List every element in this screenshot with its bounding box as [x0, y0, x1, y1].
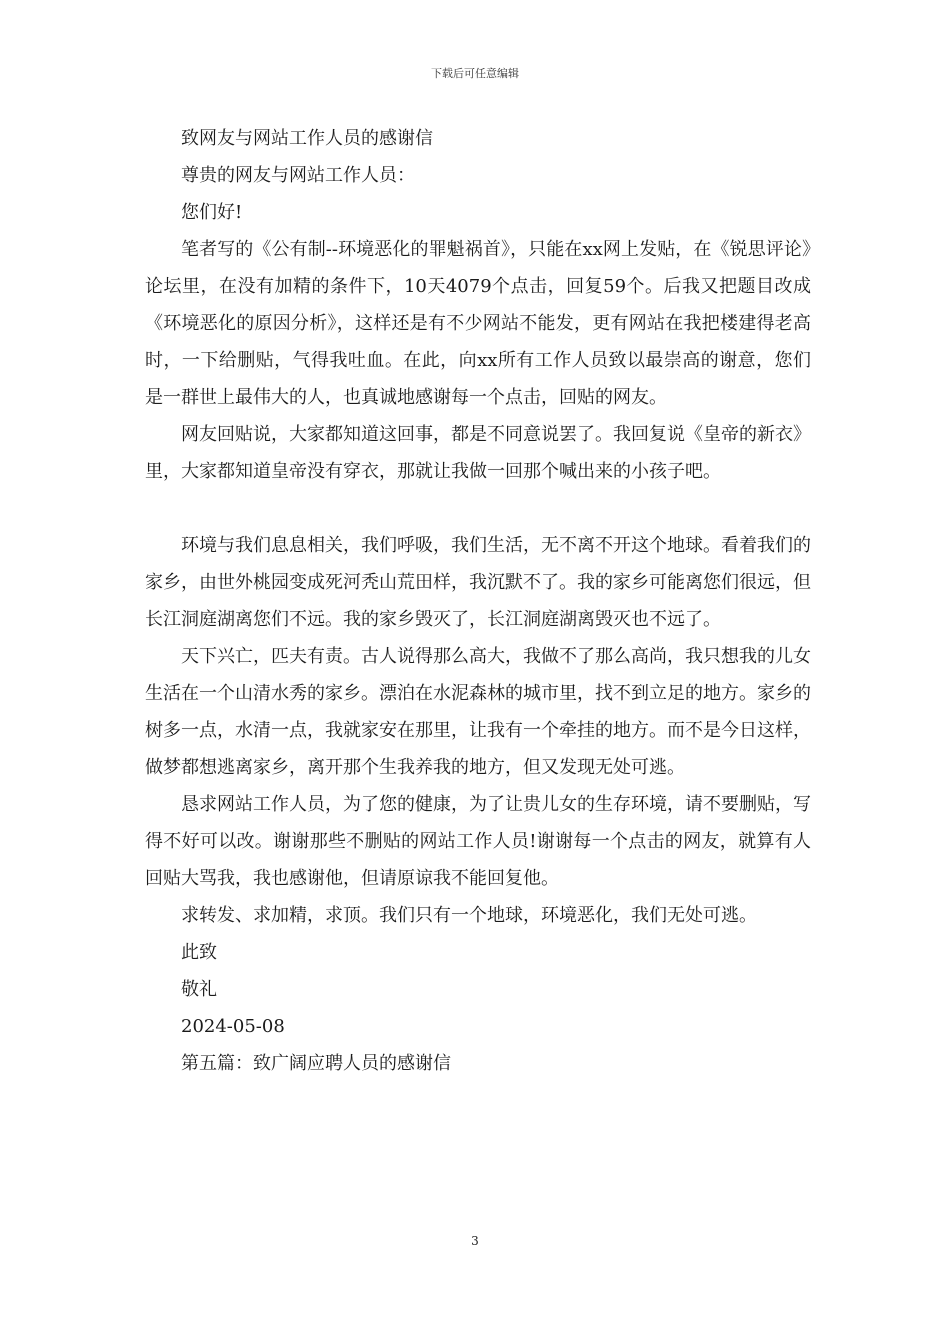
- letter-body: [145, 120, 811, 1082]
- letter-appeal: 求转发、求加精，求顶。我们只有一个地球，环境恶化，我们无处可逃。: [181, 905, 757, 926]
- letter-paragraph: 笔者写的《公有制--环境恶化的罪魁祸首》，只能在xx网上发贴，在《锐思评论》论坛里，在没有加精的条件下，10天4079个点击，回复59个。后我又把题目改成《环境恶化的原因分析》，这样还是有不少网站不能发，更有网站在我把楼建得老高时，一下给删贴，气得我吐血。在此，向xx所有工作人员致以最崇高的谢意，您们是一群世上最伟大的人，也真诚地感谢每一个点击，回贴的网友。: [145, 239, 811, 408]
- letter-paragraph: 恳求网站工作人员，为了您的健康，为了让贵儿女的生存环境，请不要删贴，写得不好可以改。谢谢那些不删贴的网站工作人员!谢谢每一个点击的网友，就算有人回贴大骂我，我也感谢他，但请原谅我不能回复他。: [145, 794, 811, 889]
- letter-salutation: 尊贵的网友与网站工作人员：: [181, 165, 415, 186]
- letter-title: 致网友与网站工作人员的感谢信: [181, 128, 433, 149]
- letter-date: 2024-05-08: [181, 1016, 285, 1037]
- letter-paragraph: 网友回贴说，大家都知道这回事，都是不同意说罢了。我回复说《皇帝的新衣》里，大家都知道皇帝没有穿衣，那就让我做一回那个喊出来的小孩子吧。: [145, 424, 811, 482]
- page-header-note: 下载后可任意编辑: [431, 67, 519, 80]
- letter-closing-1: 此致: [181, 942, 217, 963]
- letter-paragraph: 天下兴亡，匹夫有责。古人说得那么高大，我做不了那么高尚，我只想我的儿女生活在一个山清水秀的家乡。漂泊在水泥森林的城市里，找不到立足的地方。家乡的树多一点，水清一点，我就家安在那里，让我有一个牵挂的地方。而不是今日这样，做梦都想逃离家乡，离开那个生我养我的地方，但又发现无处可逃。: [145, 646, 811, 778]
- letter-greeting: 您们好!: [181, 202, 243, 223]
- next-section-title: 第五篇：致广阔应聘人员的感谢信: [181, 1053, 451, 1074]
- letter-closing-2: 敬礼: [181, 979, 217, 1000]
- paragraph-spacer: [145, 490, 811, 527]
- letter-paragraph: 环境与我们息息相关，我们呼吸，我们生活，无不离不开这个地球。看着我们的家乡，由世外桃园变成死河秃山荒田样，我沉默不了。我的家乡可能离您们很远，但长江洞庭湖离您们不远。我的家乡毁灭了，长江洞庭湖离毁灭也不远了。: [145, 535, 811, 630]
- page-number: 3: [471, 1234, 479, 1248]
